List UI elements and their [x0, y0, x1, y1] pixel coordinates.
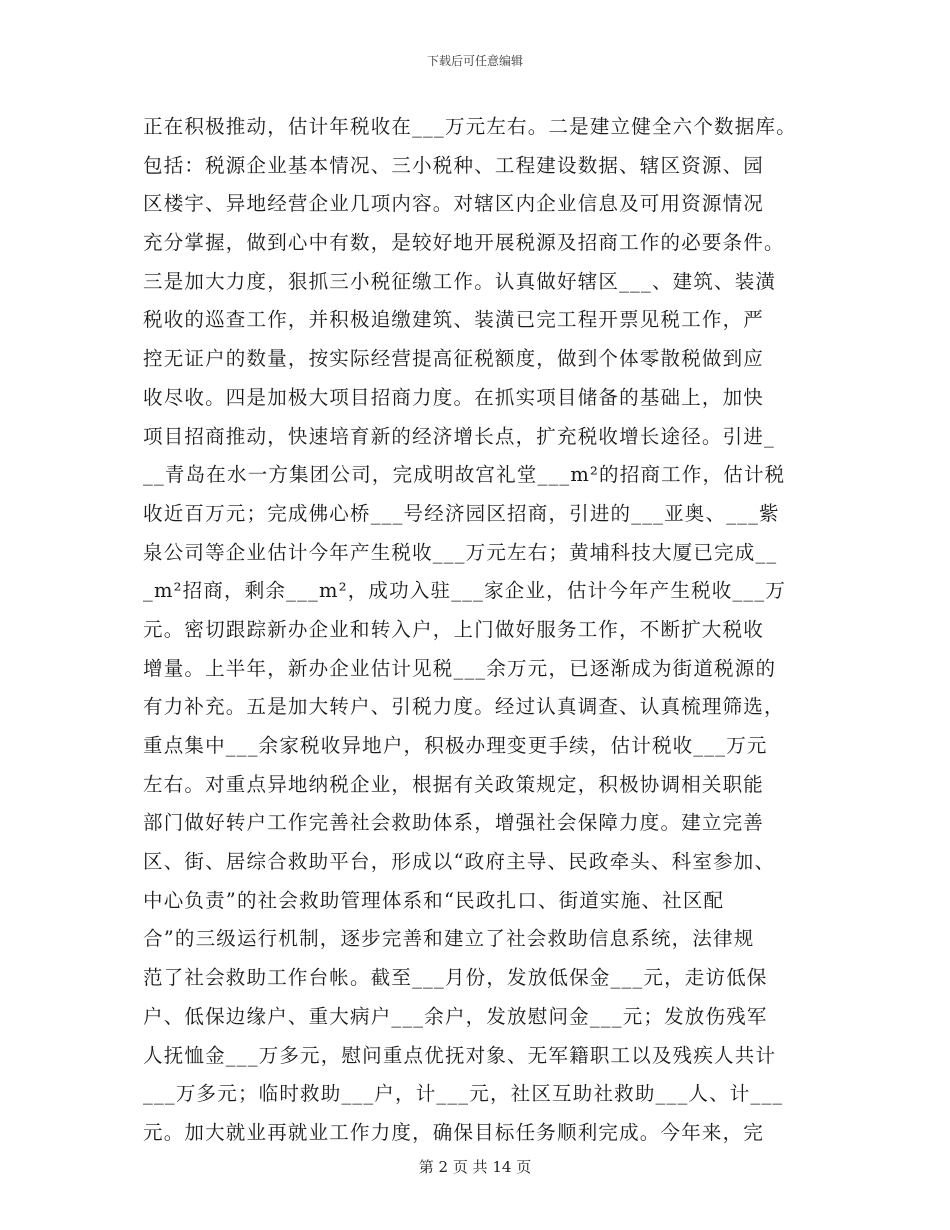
body-line: 左右。对重点异地纳税企业，根据有关政策规定，积极协调相关职能 [143, 772, 765, 796]
page-number-footer: 第 2 页 共 14 页 [418, 1158, 532, 1176]
body-line: 户、低保边缘户、重大病户___余户，发放慰问金___元；发放伤残军 [143, 1004, 768, 1028]
body-line: 范了社会救助工作台帐。截至___月份，发放低保金___元，走访低保 [143, 966, 768, 990]
body-line: 人抚恤金___万多元，慰问重点优抚对象、无军籍职工以及残疾人共计 [143, 1043, 777, 1067]
body-line: 项目招商推动，快速培育新的经济增长点，扩充税收增长途径。引进_ [143, 424, 775, 448]
body-line: 重点集中___余家税收异地户，积极办理变更手续，估计税收___万元 [143, 734, 768, 757]
body-line: 收近百万元；完成佛心桥___号经济园区招商，引进的___亚奥、___紫 [143, 501, 780, 525]
body-line: 包括：税源企业基本情况、三小税种、工程建设数据、辖区资源、园 [143, 153, 765, 177]
body-line: 控无证户的数量，按实际经营提高征税额度，做到个体零散税做到应 [143, 347, 765, 371]
body-line: 区、街、居综合救助平台，形成以“政府主导、民政牵头、科室参加、 [143, 850, 776, 874]
body-line: 区楼宇、异地经营企业几项内容。对辖区内企业信息及可用资源情况 [143, 192, 765, 216]
page-header-note: 下载后可任意编辑 [426, 54, 523, 68]
body-line: 部门做好转户工作完善社会救助体系，增强社会保障力度。建立完善 [143, 811, 765, 835]
body-line: 中心负责”的社会救助管理体系和“民政扎口、街道实施、社区配 [143, 888, 725, 912]
document-body [143, 108, 823, 1153]
body-line: __青岛在水一方集团公司，完成明故宫礼堂___m²的招商工作，估计税 [143, 463, 786, 487]
body-line: 泉公司等企业估计今年产生税收___万元左右；黄埔科技大厦已完成__ [143, 540, 778, 564]
body-line: 元。密切跟踪新办企业和转入户，上门做好服务工作，不断扩大税收 [143, 617, 765, 641]
body-line: 三是加大力度，狠抓三小税征缴工作。认真做好辖区___、建筑、装潢 [143, 269, 777, 293]
body-line: 税收的巡查工作，并积极追缴建筑、装潢已完工程开票见税工作，严 [143, 308, 765, 332]
body-line: ___万多元；临时救助___户，计___元，社区互助社救助___人、计___ [143, 1082, 784, 1106]
body-line: 增量。上半年，新办企业估计见税___余万元，已逐渐成为街道税源的 [143, 656, 777, 680]
body-line: 元。加大就业再就业工作力度，确保目标任务顺利完成。今年来，完 [143, 1120, 765, 1144]
body-line: 合”的三级运行机制，逐步完善和建立了社会救助信息系统，法律规 [143, 927, 755, 951]
body-line: _m²招商，剩余___m²，成功入驻___家企业，估计今年产生税收___万 [143, 579, 787, 603]
body-line: 有力补充。五是加大转户、引税力度。经过认真调查、认真梳理筛选， [143, 695, 785, 719]
body-line: 收尽收。四是加极大项目招商力度。在抓实项目储备的基础上，加快 [143, 385, 765, 409]
body-line: 正在积极推动，估计年税收在___万元左右。二是建立健全六个数据库。 [143, 115, 797, 138]
body-line: 充分掌握，做到心中有数，是较好地开展税源及招商工作的必要条件。 [143, 231, 785, 255]
